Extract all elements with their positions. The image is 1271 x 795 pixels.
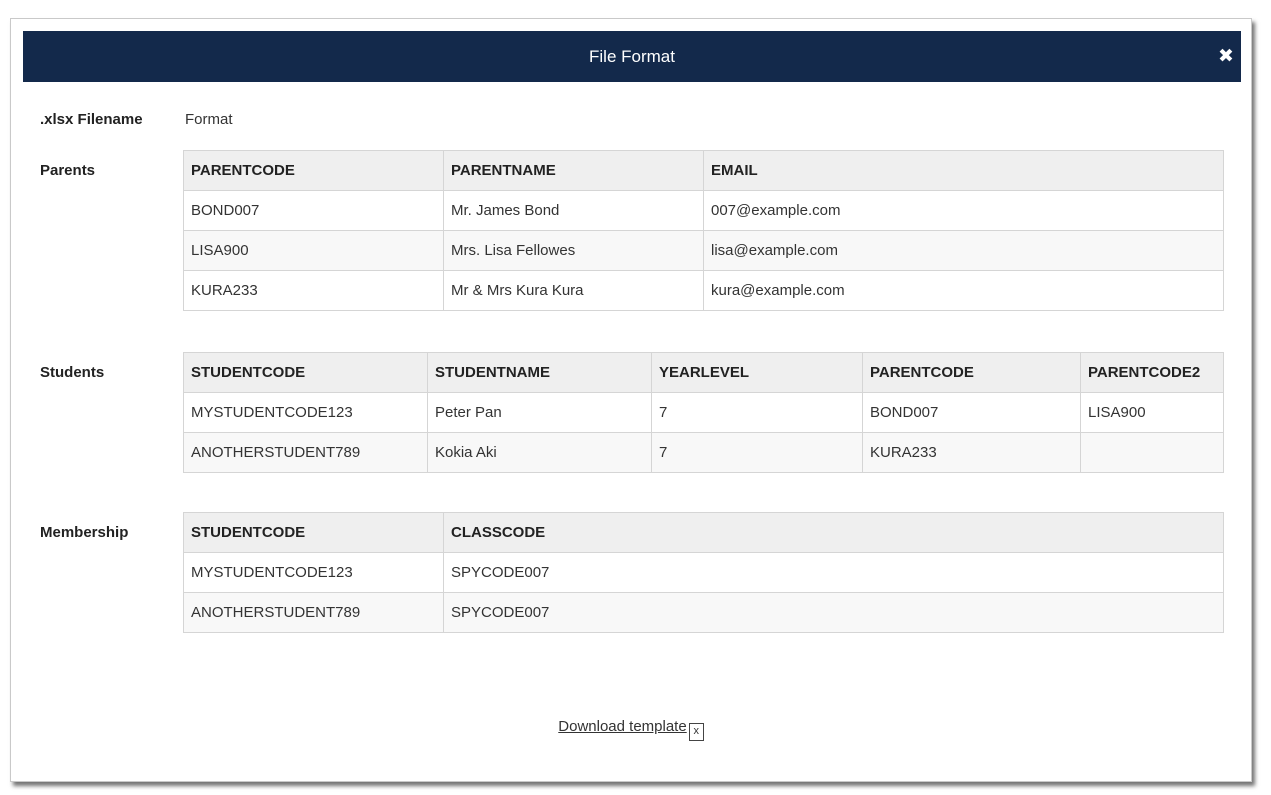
table-cell: SPYCODE007 bbox=[444, 553, 1224, 593]
table-header-cell: CLASSCODE bbox=[444, 513, 1224, 553]
table-cell: ANOTHERSTUDENT789 bbox=[184, 593, 444, 633]
students-table bbox=[183, 352, 1224, 473]
parents-table bbox=[183, 150, 1224, 311]
table-row bbox=[184, 231, 1224, 271]
table-header-cell: PARENTCODE bbox=[184, 151, 444, 191]
table-cell: Mrs. Lisa Fellowes bbox=[444, 231, 704, 271]
format-column-header: Format bbox=[185, 111, 233, 128]
membership-label: Membership bbox=[40, 524, 129, 541]
students-label: Students bbox=[40, 364, 105, 381]
close-icon[interactable]: ✖ bbox=[1218, 45, 1234, 67]
table-cell: Peter Pan bbox=[428, 393, 652, 433]
table-header-cell: EMAIL bbox=[704, 151, 1224, 191]
table-header-cell: PARENTCODE bbox=[863, 353, 1081, 393]
table-header-row bbox=[184, 353, 1224, 393]
table-header-cell: STUDENTNAME bbox=[428, 353, 652, 393]
excel-file-icon[interactable]: x bbox=[689, 723, 704, 741]
table-header-cell: PARENTCODE2 bbox=[1081, 353, 1224, 393]
membership-table bbox=[183, 512, 1224, 633]
table-cell: KURA233 bbox=[863, 433, 1081, 473]
table-header-cell: PARENTNAME bbox=[444, 151, 704, 191]
parents-label: Parents bbox=[40, 162, 96, 179]
table-cell: KURA233 bbox=[184, 271, 444, 311]
table-cell: LISA900 bbox=[1081, 393, 1224, 433]
table-cell: BOND007 bbox=[863, 393, 1081, 433]
table-cell: kura@example.com bbox=[704, 271, 1224, 311]
filename-column-header: .xlsx Filename bbox=[40, 111, 143, 128]
table-row bbox=[184, 271, 1224, 311]
download-template-label: Download template bbox=[558, 718, 687, 735]
table-cell: lisa@example.com bbox=[704, 231, 1224, 271]
table-cell: MYSTUDENTCODE123 bbox=[184, 553, 444, 593]
table-header-row bbox=[184, 151, 1224, 191]
table-header-cell: STUDENTCODE bbox=[184, 353, 428, 393]
table-cell: SPYCODE007 bbox=[444, 593, 1224, 633]
download-template-link[interactable] bbox=[558, 718, 686, 735]
table-header-cell: STUDENTCODE bbox=[184, 513, 444, 553]
modal-header bbox=[23, 31, 1241, 82]
table-row bbox=[184, 553, 1224, 593]
table-row bbox=[184, 393, 1224, 433]
table-row bbox=[184, 433, 1224, 473]
table-header-row bbox=[184, 513, 1224, 553]
table-cell: 007@example.com bbox=[704, 191, 1224, 231]
table-row bbox=[184, 593, 1224, 633]
table-cell: BOND007 bbox=[184, 191, 444, 231]
table-cell: ANOTHERSTUDENT789 bbox=[184, 433, 428, 473]
table-cell: Mr. James Bond bbox=[444, 191, 704, 231]
table-header-cell: YEARLEVEL bbox=[652, 353, 863, 393]
table-cell: 7 bbox=[652, 433, 863, 473]
download-area bbox=[11, 718, 1251, 741]
file-format-modal bbox=[10, 18, 1252, 782]
table-cell: LISA900 bbox=[184, 231, 444, 271]
table-cell: Mr & Mrs Kura Kura bbox=[444, 271, 704, 311]
table-cell: MYSTUDENTCODE123 bbox=[184, 393, 428, 433]
table-cell bbox=[1081, 433, 1224, 473]
table-cell: Kokia Aki bbox=[428, 433, 652, 473]
modal-title: File Format bbox=[589, 46, 675, 66]
table-cell: 7 bbox=[652, 393, 863, 433]
table-row bbox=[184, 191, 1224, 231]
